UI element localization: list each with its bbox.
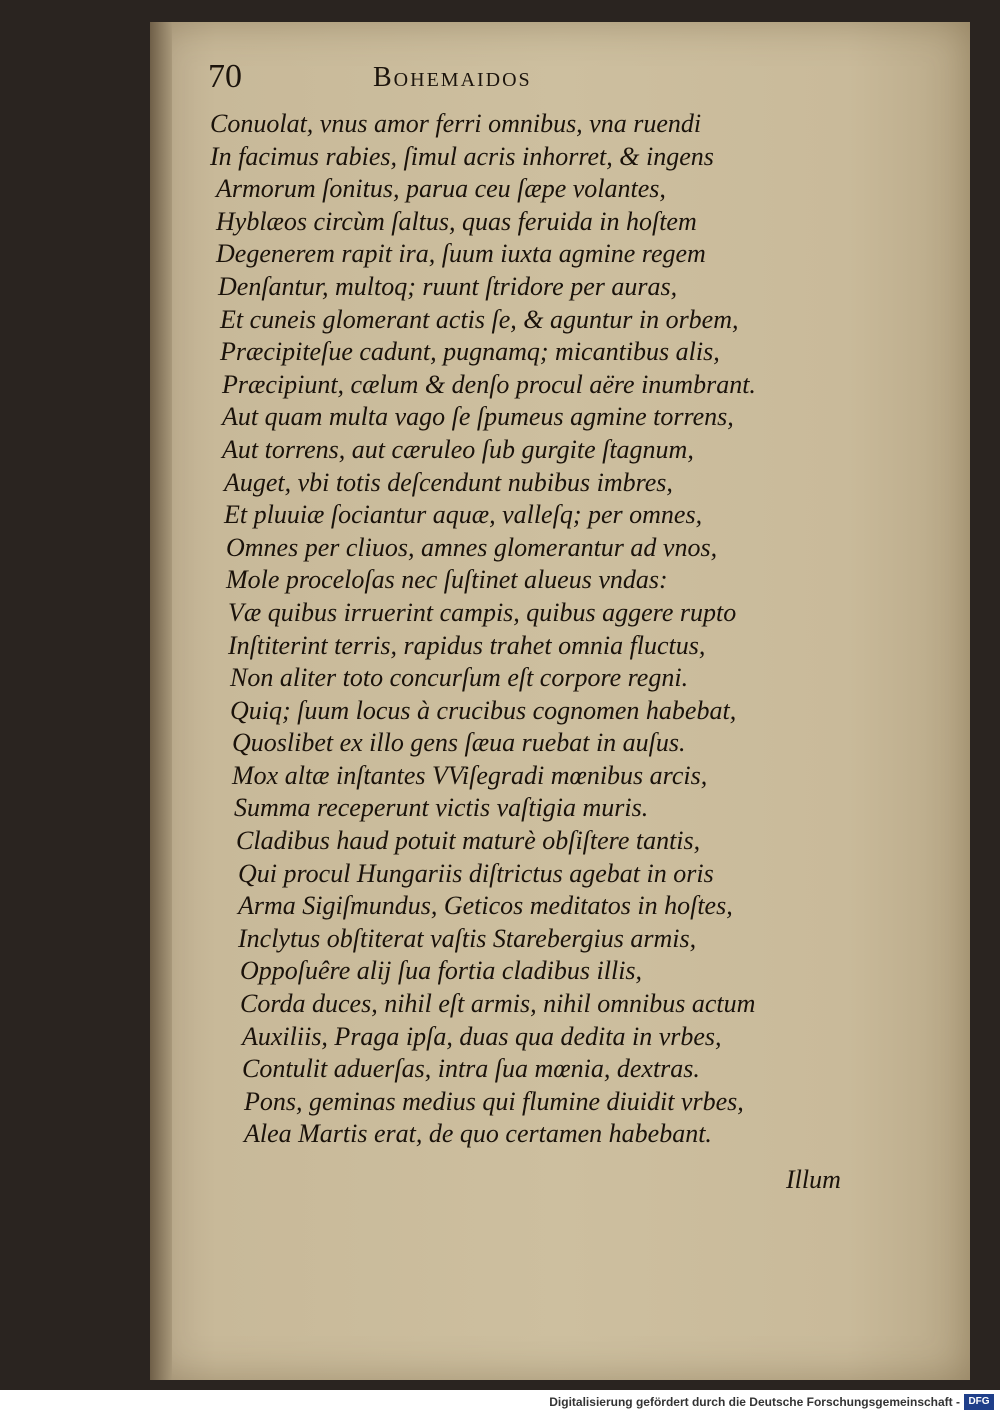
footer-bar: [0, 1390, 1000, 1416]
verse-line: Armorum ſonitus, parua ceu ſæpe volantes,: [216, 174, 666, 204]
verse-line: Auget, vbi totis deſcendunt nubibus imbres,: [224, 467, 673, 497]
verse-line: Summa receperunt victis vaſtigia muris.: [234, 793, 649, 823]
verse-line: Denſantur, multoq; ruunt ſtridore per auras,: [218, 271, 678, 301]
verse-line: Omnes per cliuos, amnes glomerantur ad vnos,: [226, 532, 718, 562]
verse-line: Degenerem rapit ira, ſuum iuxta agmine regem: [216, 239, 706, 269]
verse-line: Præcipiunt, cælum & denſo procul aëre inumbrant.: [222, 369, 756, 399]
verse-line: Non aliter toto concurſum eſt corpore regni.: [230, 663, 689, 693]
verse-text: [210, 108, 850, 1151]
verse-line: Qui procul Hungariis diſtrictus agebat in oris: [238, 858, 714, 888]
verse-line: Et pluuiæ ſociantur aquæ, valleſq; per omnes,: [224, 500, 703, 530]
verse-line: In facimus rabies, ſimul acris inhorret, & ingens: [210, 141, 714, 171]
verse-line: Quoslibet ex illo gens ſæua ruebat in auſus.: [232, 728, 686, 758]
verse-line: Oppoſuêre alij ſua fortia cladibus illis,: [240, 956, 643, 986]
verse-line: Quiq; ſuum locus à crucibus cognomen habebat,: [230, 695, 737, 725]
verse-line: Inſtiterint terris, rapidus trahet omnia fluctus,: [228, 630, 706, 660]
verse-line: Contulit aduerſas, intra ſua mœnia, dextras.: [242, 1054, 700, 1084]
dfg-logo-icon: DFG: [964, 1394, 994, 1410]
verse-line: Inclytus obſtiterat vaſtis Starebergius armis,: [238, 923, 697, 953]
verse-line: Aut torrens, aut cæruleo ſub gurgite ſtagnum,: [222, 434, 694, 464]
page-number: 70: [208, 58, 242, 95]
verse-line: Mole proceloſas nec ſuſtinet alueus vndas:: [226, 565, 668, 595]
catchword: Illum: [786, 1165, 841, 1194]
verse-line: Conuolat, vnus amor ferri omnibus, vna ruendi: [210, 109, 702, 138]
verse-line: Cladibus haud potuit maturè obſiſtere tantis,: [236, 826, 701, 856]
verse-line: Pons, geminas medius qui flumine diuidit vrbes,: [244, 1086, 744, 1116]
page-gutter: [150, 22, 172, 1380]
verse-line: Arma Sigiſmundus, Geticos meditatos in hoſtes,: [238, 891, 733, 921]
page-header: [208, 58, 648, 108]
verse-line: Corda duces, nihil eſt armis, nihil omnibus actum: [240, 989, 756, 1019]
verse-line: Alea Martis erat, de quo certamen habebant.: [244, 1119, 712, 1149]
verse-line: Aut quam multa vago ſe ſpumeus agmine torrens,: [222, 402, 734, 432]
running-title: Bohemaidos: [373, 62, 532, 93]
verse-line: Mox altæ inſtantes VViſegradi mœnibus arcis,: [232, 760, 708, 790]
verse-line: Hyblæos circùm ſaltus, quas feruida in hoſtem: [216, 206, 697, 236]
verse-line: Præcipiteſue cadunt, pugnamq; micantibus alis,: [220, 337, 720, 367]
verse-line: Væ quibus irruerint campis, quibus aggere rupto: [228, 597, 737, 627]
funding-credit: Digitalisierung gefördert durch die Deutsche Forschungsgemeinschaft -: [549, 1395, 960, 1409]
verse-line: Et cuneis glomerant actis ſe, & aguntur in orbem,: [220, 304, 739, 334]
verse-line: Auxiliis, Praga ipſa, duas qua dedita in vrbes,: [242, 1021, 722, 1051]
